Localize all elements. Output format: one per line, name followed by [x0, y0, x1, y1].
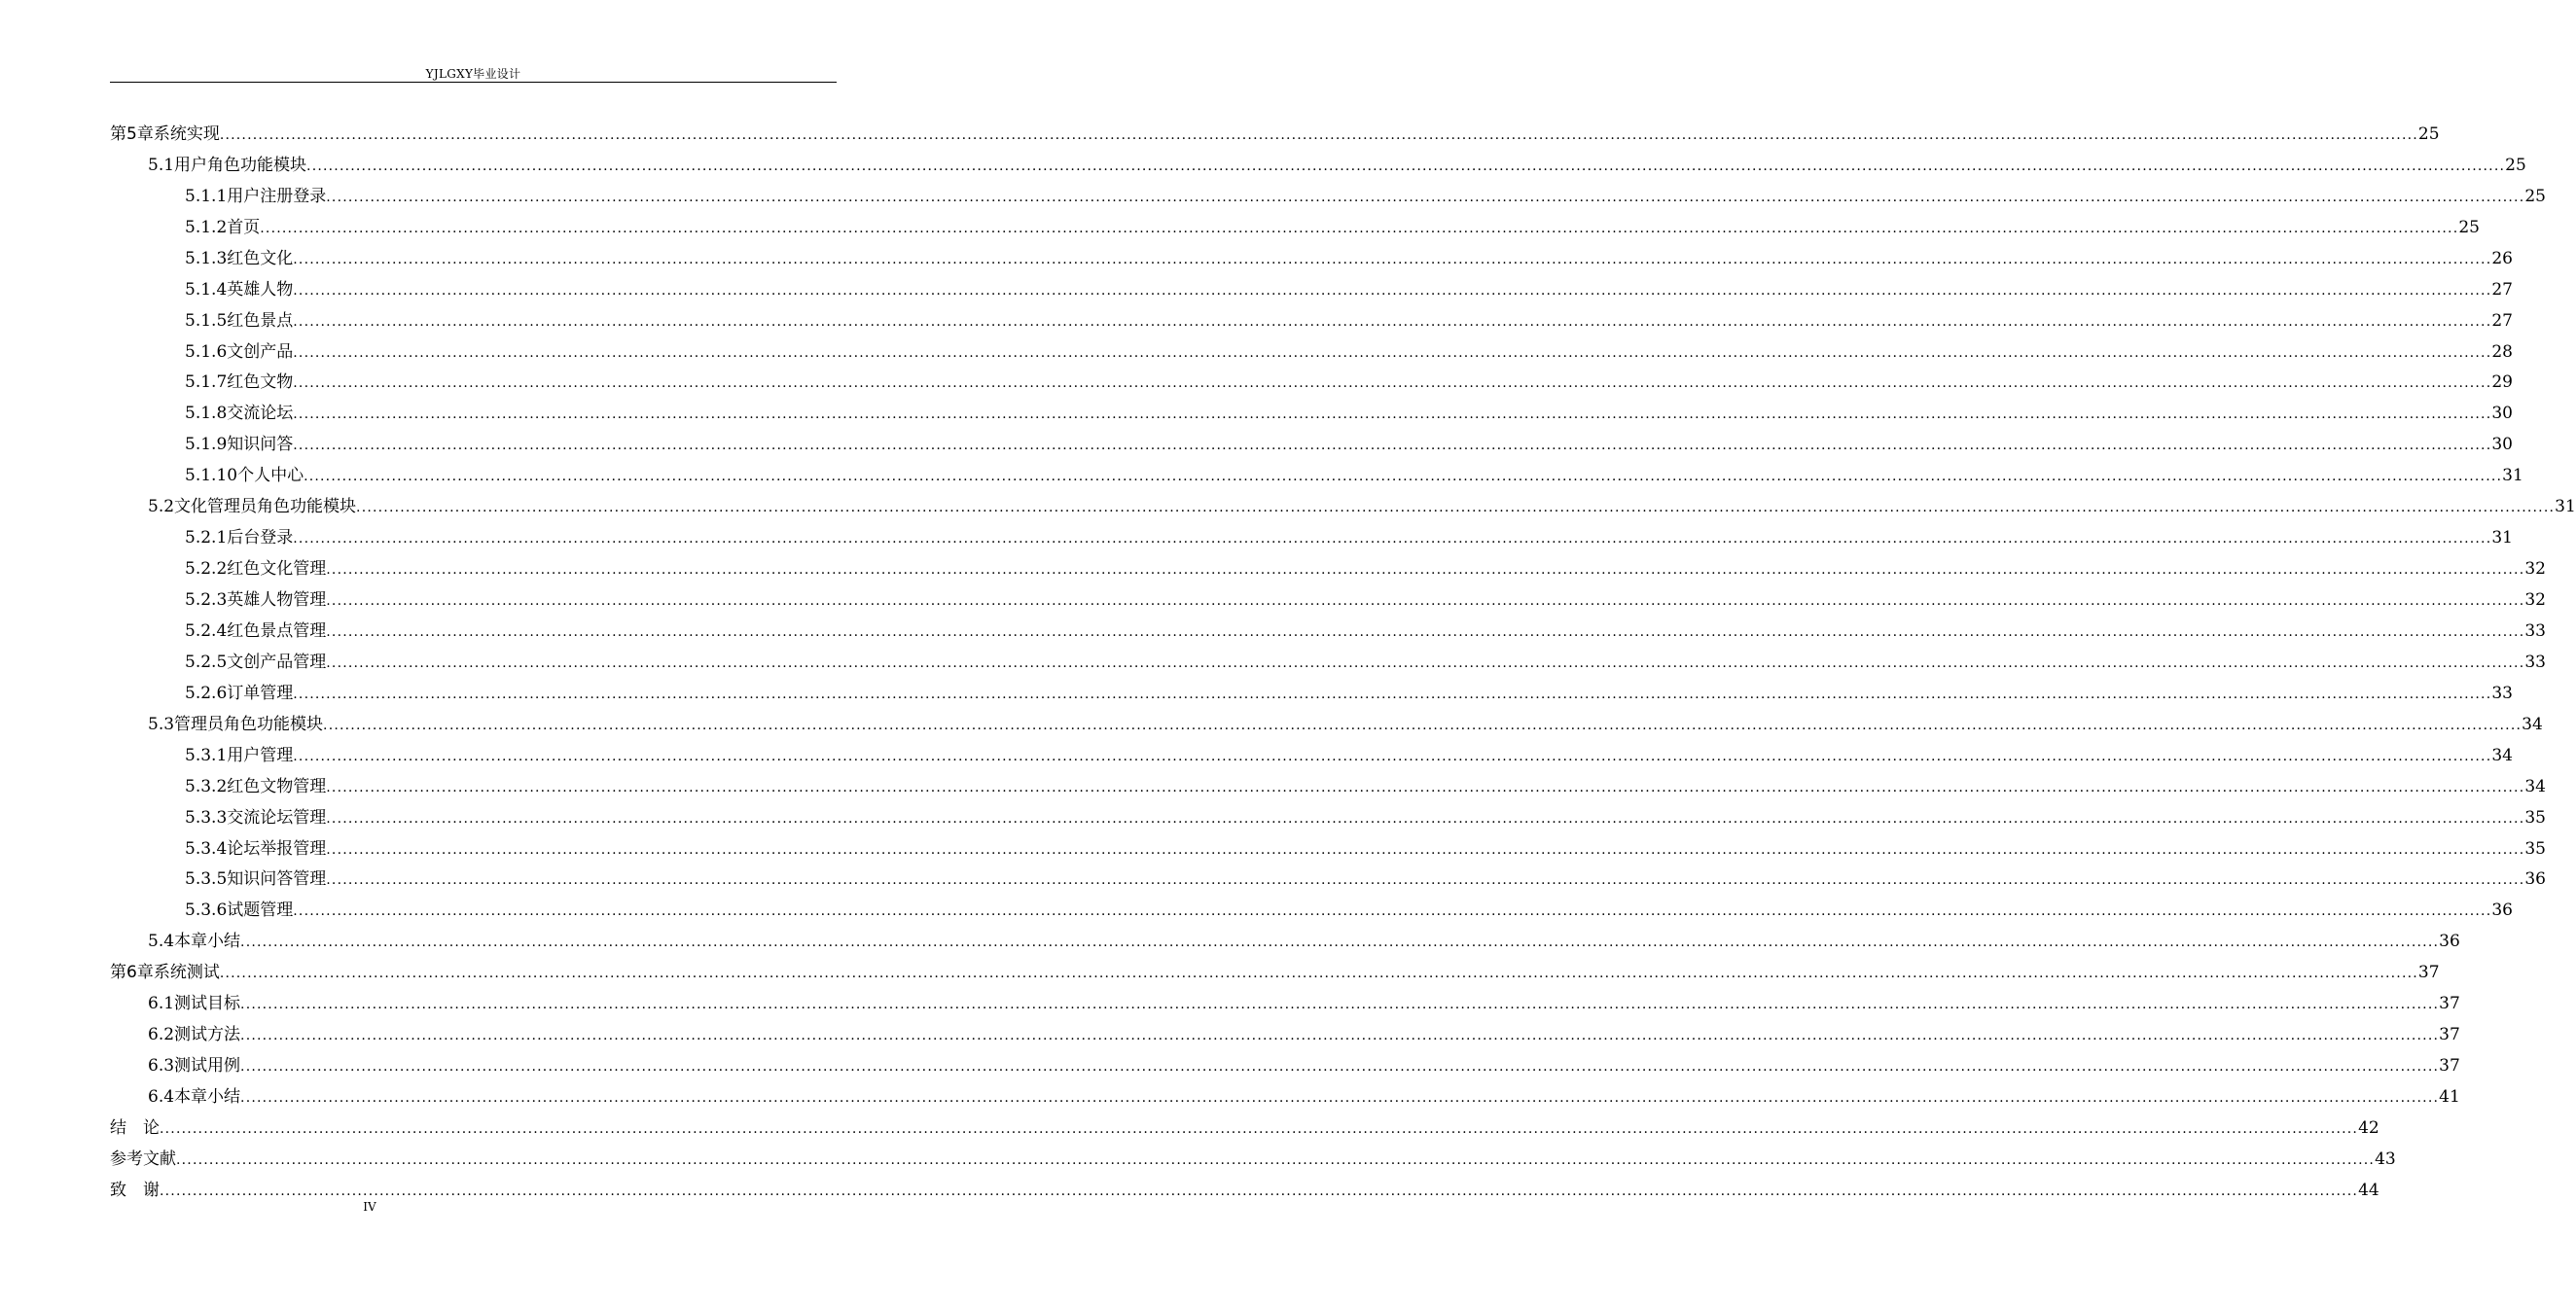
toc-leader-dots: ................................................................................................................................................................................................................................................................................................................................................................................................................ [293, 903, 2492, 920]
toc-entry[interactable] [110, 611, 2546, 642]
toc-entry-title: 文创产品管理 [227, 652, 327, 672]
toc-entry-page: 31 [2555, 497, 2576, 517]
toc-entry-page: 37 [2439, 1056, 2460, 1077]
toc-entry[interactable] [110, 548, 2546, 580]
toc-entry-number: 6.4 [148, 1087, 175, 1107]
toc-leader-dots: ................................................................................................................................................................................................................................................................................................................................................................................................................ [293, 438, 2492, 454]
toc-leader-dots: ................................................................................................................................................................................................................................................................................................................................................................................................................ [293, 282, 2492, 299]
toc-entry-page: 34 [2491, 745, 2513, 765]
toc-entry-number: 5.2.5 [185, 652, 228, 672]
toc-entry-number: 5.1.10 [185, 466, 238, 486]
toc-entry[interactable] [110, 983, 2460, 1014]
toc-entry-title: 个人中心 [237, 466, 304, 486]
toc-entry-title: 管理员角色功能模块 [174, 714, 324, 734]
toc-entry[interactable] [110, 114, 2440, 145]
toc-entry-title: 订单管理 [227, 683, 294, 703]
toc-entry[interactable] [110, 580, 2546, 611]
toc-entry-title: 后台登录 [227, 528, 294, 548]
toc-entry[interactable] [110, 890, 2513, 921]
toc-leader-dots: ................................................................................................................................................................................................................................................................................................................................................................................................................ [326, 841, 2525, 858]
toc-entry[interactable] [110, 300, 2513, 332]
toc-entry[interactable] [110, 1014, 2460, 1045]
toc-entry-number: 5.1.5 [185, 310, 228, 331]
header-rule [110, 82, 837, 83]
toc-entry[interactable] [110, 145, 2526, 176]
toc-entry-number: 5.1.6 [185, 341, 228, 362]
toc-entry-page: 35 [2524, 807, 2546, 828]
toc-leader-dots: ................................................................................................................................................................................................................................................................................................................................................................................................................ [326, 189, 2525, 205]
toc-entry[interactable] [110, 424, 2513, 455]
toc-entry-title: 红色景点 [227, 310, 294, 331]
toc-leader-dots: ................................................................................................................................................................................................................................................................................................................................................................................................................ [240, 935, 2440, 951]
toc-entry-page: 30 [2491, 404, 2513, 424]
toc-leader-dots: ................................................................................................................................................................................................................................................................................................................................................................................................................ [326, 623, 2525, 640]
toc-entry-title: 本章小结 [174, 932, 241, 952]
toc-entry-title: 文创产品 [227, 341, 294, 362]
toc-entry-title: 致 谢 [110, 1180, 160, 1200]
toc-entry-number: 第6章 [110, 963, 154, 983]
toc-entry-number: 6.2 [148, 1025, 175, 1045]
toc-leader-dots: ................................................................................................................................................................................................................................................................................................................................................................................................................ [293, 375, 2492, 392]
toc-entry-page: 25 [2524, 186, 2546, 206]
toc-entry-page: 35 [2524, 838, 2546, 859]
toc-entry-title: 红色景点管理 [227, 620, 327, 641]
toc-entry-number: 5.3.2 [185, 776, 228, 796]
toc-leader-dots: ................................................................................................................................................................................................................................................................................................................................................................................................................ [326, 779, 2525, 795]
toc-entry-number: 5.2.4 [185, 620, 228, 641]
toc-entry-page: 25 [2417, 124, 2440, 144]
toc-leader-dots: ................................................................................................................................................................................................................................................................................................................................................................................................................ [326, 872, 2525, 889]
toc-entry[interactable] [110, 332, 2513, 363]
toc-entry-title: 试题管理 [227, 901, 294, 921]
toc-entry-title: 英雄人物 [227, 279, 294, 300]
toc-entry-title: 红色文化 [227, 248, 294, 268]
toc-leader-dots: ................................................................................................................................................................................................................................................................................................................................................................................................................ [176, 1151, 2376, 1168]
toc-entry-number: 5.1.4 [185, 279, 228, 300]
toc-entry-title: 论坛举报管理 [227, 838, 327, 859]
toc-leader-dots: ................................................................................................................................................................................................................................................................................................................................................................................................................ [356, 500, 2556, 516]
toc-entry-number: 5.2.6 [185, 683, 228, 703]
toc-entry-number: 5.3.5 [185, 869, 228, 890]
toc-entry[interactable] [110, 673, 2513, 704]
toc-entry[interactable] [110, 486, 2576, 517]
toc-leader-dots: ................................................................................................................................................................................................................................................................................................................................................................................................................ [240, 997, 2440, 1013]
toc-entry-title: 文化管理员角色功能模块 [174, 497, 357, 517]
toc-leader-dots: ................................................................................................................................................................................................................................................................................................................................................................................................................ [293, 531, 2492, 548]
toc-entry-title: 首页 [227, 217, 261, 237]
toc-leader-dots: ................................................................................................................................................................................................................................................................................................................................................................................................................ [160, 1183, 2359, 1199]
toc-entry[interactable] [110, 363, 2513, 394]
toc-entry-page: 25 [2458, 217, 2480, 237]
toc-entry-title: 测试用例 [174, 1056, 241, 1077]
toc-entry-title: 结 论 [110, 1117, 160, 1138]
toc-leader-dots: ................................................................................................................................................................................................................................................................................................................................................................................................................ [240, 1028, 2440, 1044]
toc-entry[interactable] [110, 1045, 2460, 1077]
toc-entry-page: 32 [2524, 590, 2546, 610]
toc-entry-page: 33 [2524, 620, 2546, 641]
toc-leader-dots: ................................................................................................................................................................................................................................................................................................................................................................................................................ [323, 717, 2522, 733]
toc-leader-dots: ................................................................................................................................................................................................................................................................................................................................................................................................................ [260, 220, 2459, 236]
toc-entry-title: 测试方法 [174, 1025, 241, 1045]
toc-entry-number: 5.3.3 [185, 807, 228, 828]
toc-entry-page: 44 [2358, 1180, 2379, 1200]
toc-entry-page: 31 [2502, 466, 2523, 486]
toc-entry-number: 5.1.3 [185, 248, 228, 268]
toc-entry-title: 系统测试 [153, 963, 220, 983]
toc-entry-title: 本章小结 [174, 1087, 241, 1107]
toc-entry[interactable] [110, 766, 2546, 797]
toc-entry-number: 5.1.7 [185, 372, 228, 393]
toc-entry-number: 5.3.4 [185, 838, 228, 859]
toc-leader-dots: ................................................................................................................................................................................................................................................................................................................................................................................................................ [306, 158, 2506, 174]
toc-entry-page: 34 [2524, 776, 2546, 796]
toc-entry-page: 27 [2491, 310, 2513, 331]
toc-entry-page: 33 [2491, 683, 2513, 703]
toc-leader-dots: ................................................................................................................................................................................................................................................................................................................................................................................................................ [326, 562, 2525, 579]
toc-entry[interactable] [110, 269, 2513, 300]
toc-entry[interactable] [110, 1108, 2379, 1139]
toc-entry-page: 29 [2491, 372, 2513, 393]
toc-entry-number: 6.3 [148, 1056, 175, 1077]
toc-entry-page: 36 [2439, 932, 2460, 952]
toc-entry-title: 英雄人物管理 [227, 590, 327, 610]
toc-entry[interactable] [110, 455, 2523, 486]
toc-entry-page: 27 [2491, 279, 2513, 300]
toc-entry-number: 6.1 [148, 994, 175, 1014]
toc-entry-title: 知识问答 [227, 435, 294, 455]
toc-entry[interactable] [110, 1077, 2460, 1108]
toc-entry[interactable] [110, 393, 2513, 424]
toc-entry-title: 系统实现 [153, 124, 220, 144]
toc-leader-dots: ................................................................................................................................................................................................................................................................................................................................................................................................................ [240, 1059, 2440, 1076]
toc-entry-page: 37 [2439, 994, 2460, 1014]
toc-leader-dots: ................................................................................................................................................................................................................................................................................................................................................................................................................ [304, 469, 2503, 485]
toc-entry-number: 5.3 [148, 714, 175, 734]
toc-leader-dots: ................................................................................................................................................................................................................................................................................................................................................................................................................ [326, 810, 2525, 827]
toc-entry[interactable] [110, 735, 2513, 766]
page-number: IV [363, 1200, 376, 1214]
toc-entry-page: 32 [2524, 559, 2546, 580]
toc-entry-title: 交流论坛 [227, 404, 294, 424]
toc-leader-dots: ................................................................................................................................................................................................................................................................................................................................................................................................................ [293, 313, 2492, 330]
toc-entry-number: 5.1 [148, 155, 175, 175]
toc-entry-title: 红色文物管理 [227, 776, 327, 796]
toc-entry-page: 31 [2491, 528, 2513, 548]
toc-entry-number: 5.2.1 [185, 528, 228, 548]
toc-entry-page: 25 [2505, 155, 2526, 175]
toc-entry[interactable] [110, 1139, 2396, 1170]
toc-leader-dots: ................................................................................................................................................................................................................................................................................................................................................................................................................ [293, 251, 2492, 267]
toc-leader-dots: ................................................................................................................................................................................................................................................................................................................................................................................................................ [293, 686, 2492, 702]
toc-entry-number: 第5章 [110, 124, 154, 144]
toc-entry-page: 36 [2491, 901, 2513, 921]
toc-entry-page: 33 [2524, 652, 2546, 672]
toc-entry-page: 43 [2375, 1148, 2396, 1169]
toc-entry-title: 红色文化管理 [227, 559, 327, 580]
toc-entry-number: 5.4 [148, 932, 175, 952]
toc-entry-title: 知识问答管理 [227, 869, 327, 890]
toc-entry[interactable] [110, 207, 2480, 238]
table-of-contents [110, 114, 2576, 1201]
toc-entry-number: 5.2.2 [185, 559, 228, 580]
toc-entry-number: 5.3.1 [185, 745, 228, 765]
toc-entry[interactable] [110, 1170, 2379, 1201]
toc-leader-dots: ................................................................................................................................................................................................................................................................................................................................................................................................................ [160, 1120, 2359, 1137]
toc-entry-title: 测试目标 [174, 994, 241, 1014]
toc-entry-page: 37 [2439, 1025, 2460, 1045]
toc-entry-number: 5.3.6 [185, 901, 228, 921]
toc-entry[interactable] [110, 952, 2440, 983]
toc-entry-page: 36 [2524, 869, 2546, 890]
toc-entry-title: 参考文献 [110, 1148, 176, 1169]
toc-entry-title: 用户角色功能模块 [174, 155, 307, 175]
toc-entry-number: 5.1.1 [185, 186, 228, 206]
toc-entry-number: 5.2.3 [185, 590, 228, 610]
toc-entry-page: 42 [2358, 1117, 2379, 1138]
toc-entry[interactable] [110, 176, 2546, 207]
toc-entry[interactable] [110, 797, 2546, 829]
toc-entry[interactable] [110, 517, 2513, 548]
page-header: YJLGXY毕业设计 [425, 67, 521, 81]
toc-entry[interactable] [110, 704, 2543, 735]
toc-leader-dots: ................................................................................................................................................................................................................................................................................................................................................................................................................ [326, 654, 2525, 671]
toc-entry[interactable] [110, 642, 2546, 673]
toc-entry-title: 用户注册登录 [227, 186, 327, 206]
toc-entry[interactable] [110, 829, 2546, 860]
toc-entry-number: 5.1.9 [185, 435, 228, 455]
toc-entry-page: 41 [2439, 1087, 2460, 1107]
toc-entry-number: 5.1.2 [185, 217, 228, 237]
toc-leader-dots: ................................................................................................................................................................................................................................................................................................................................................................................................................ [240, 1090, 2440, 1106]
toc-entry-page: 26 [2491, 248, 2513, 268]
toc-leader-dots: ................................................................................................................................................................................................................................................................................................................................................................................................................ [293, 406, 2492, 423]
toc-entry[interactable] [110, 921, 2460, 952]
toc-entry-page: 30 [2491, 435, 2513, 455]
toc-entry-page: 34 [2522, 714, 2543, 734]
toc-leader-dots: ................................................................................................................................................................................................................................................................................................................................................................................................................ [293, 344, 2492, 361]
toc-entry[interactable] [110, 238, 2513, 269]
toc-leader-dots: ................................................................................................................................................................................................................................................................................................................................................................................................................ [219, 126, 2418, 143]
toc-entry-page: 37 [2417, 963, 2440, 983]
toc-entry[interactable] [110, 860, 2546, 891]
toc-entry-title: 红色文物 [227, 372, 294, 393]
toc-leader-dots: ................................................................................................................................................................................................................................................................................................................................................................................................................ [219, 966, 2418, 982]
toc-entry-title: 用户管理 [227, 745, 294, 765]
toc-entry-page: 28 [2491, 341, 2513, 362]
toc-entry-number: 5.2 [148, 497, 175, 517]
toc-entry-title: 交流论坛管理 [227, 807, 327, 828]
toc-leader-dots: ................................................................................................................................................................................................................................................................................................................................................................................................................ [326, 593, 2525, 609]
toc-entry-number: 5.1.8 [185, 404, 228, 424]
toc-leader-dots: ................................................................................................................................................................................................................................................................................................................................................................................................................ [293, 748, 2492, 764]
